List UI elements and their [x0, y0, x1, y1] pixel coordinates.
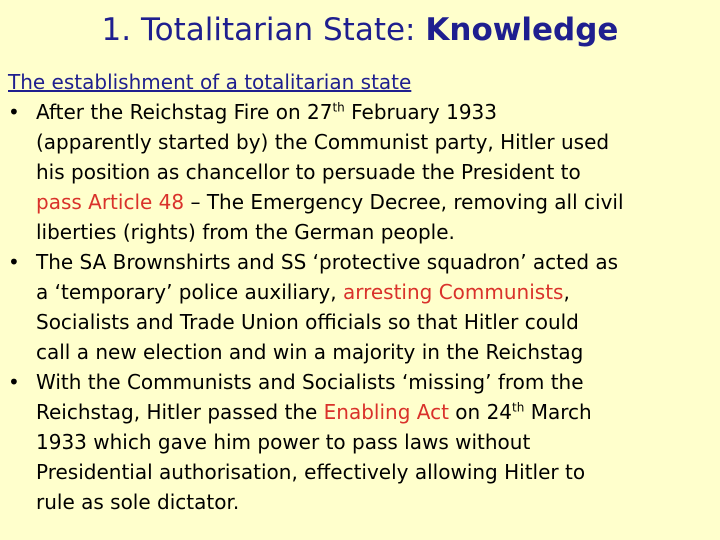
title-keyword: Knowledge — [425, 12, 619, 48]
bullet-item-enabling-act — [8, 367, 708, 517]
highlight-arresting-communists: arresting Communists — [342, 280, 564, 304]
bullet-line: liberties (rights) from the German people. — [36, 220, 455, 244]
bullet-line — [36, 187, 708, 217]
bullet-line: his position as chancellor to persuade the President to — [36, 160, 581, 184]
bullet-marker: • — [8, 100, 20, 124]
bullet-text: on 24 — [448, 400, 513, 424]
bullet-text: February 1933 — [344, 100, 497, 124]
bullet-line: Presidential authorisation, effectively allowing Hitler to — [36, 460, 586, 484]
ordinal-suffix: th — [332, 100, 345, 115]
slide-title — [0, 8, 720, 52]
bullet-text: March — [524, 400, 592, 424]
ordinal-suffix: th — [512, 400, 525, 415]
bullet-text: a ‘temporary’ police auxiliary, — [36, 280, 343, 304]
bullet-text: – The Emergency Decree, removing all civil — [184, 190, 624, 214]
highlight-article-48: pass Article 48 — [36, 190, 185, 214]
bullet-line — [36, 97, 708, 127]
bullet-text: Reichstag, Hitler passed the — [36, 400, 324, 424]
bullet-line: The SA Brownshirts and SS ‘protective squadron’ acted as — [36, 250, 619, 274]
title-prefix: 1. Totalitarian State: — [101, 12, 426, 48]
section-subheading: The establishment of a totalitarian state — [8, 70, 412, 94]
bullet-line: rule as sole dictator. — [36, 490, 240, 514]
bullet-line — [36, 397, 708, 427]
bullet-marker: • — [8, 370, 20, 394]
bullet-line — [36, 277, 708, 307]
bullet-line: (apparently started by) the Communist party, Hitler used — [36, 130, 610, 154]
bullet-line: With the Communists and Socialists ‘missing’ from the — [36, 370, 584, 394]
bullet-item-reichstag-fire — [8, 97, 708, 247]
bullet-line: 1933 which gave him power to pass laws without — [36, 430, 531, 454]
bullet-line: Socialists and Trade Union officials so that Hitler could — [36, 310, 579, 334]
bullet-line: call a new election and win a majority in the Reichstag — [36, 340, 584, 364]
bullet-text: After the Reichstag Fire on 27 — [36, 100, 333, 124]
bullet-item-sa-ss — [8, 247, 708, 367]
bullet-text: , — [563, 280, 570, 304]
bullet-list — [8, 97, 708, 517]
bullet-marker: • — [8, 250, 20, 274]
highlight-enabling-act: Enabling Act — [323, 400, 449, 424]
